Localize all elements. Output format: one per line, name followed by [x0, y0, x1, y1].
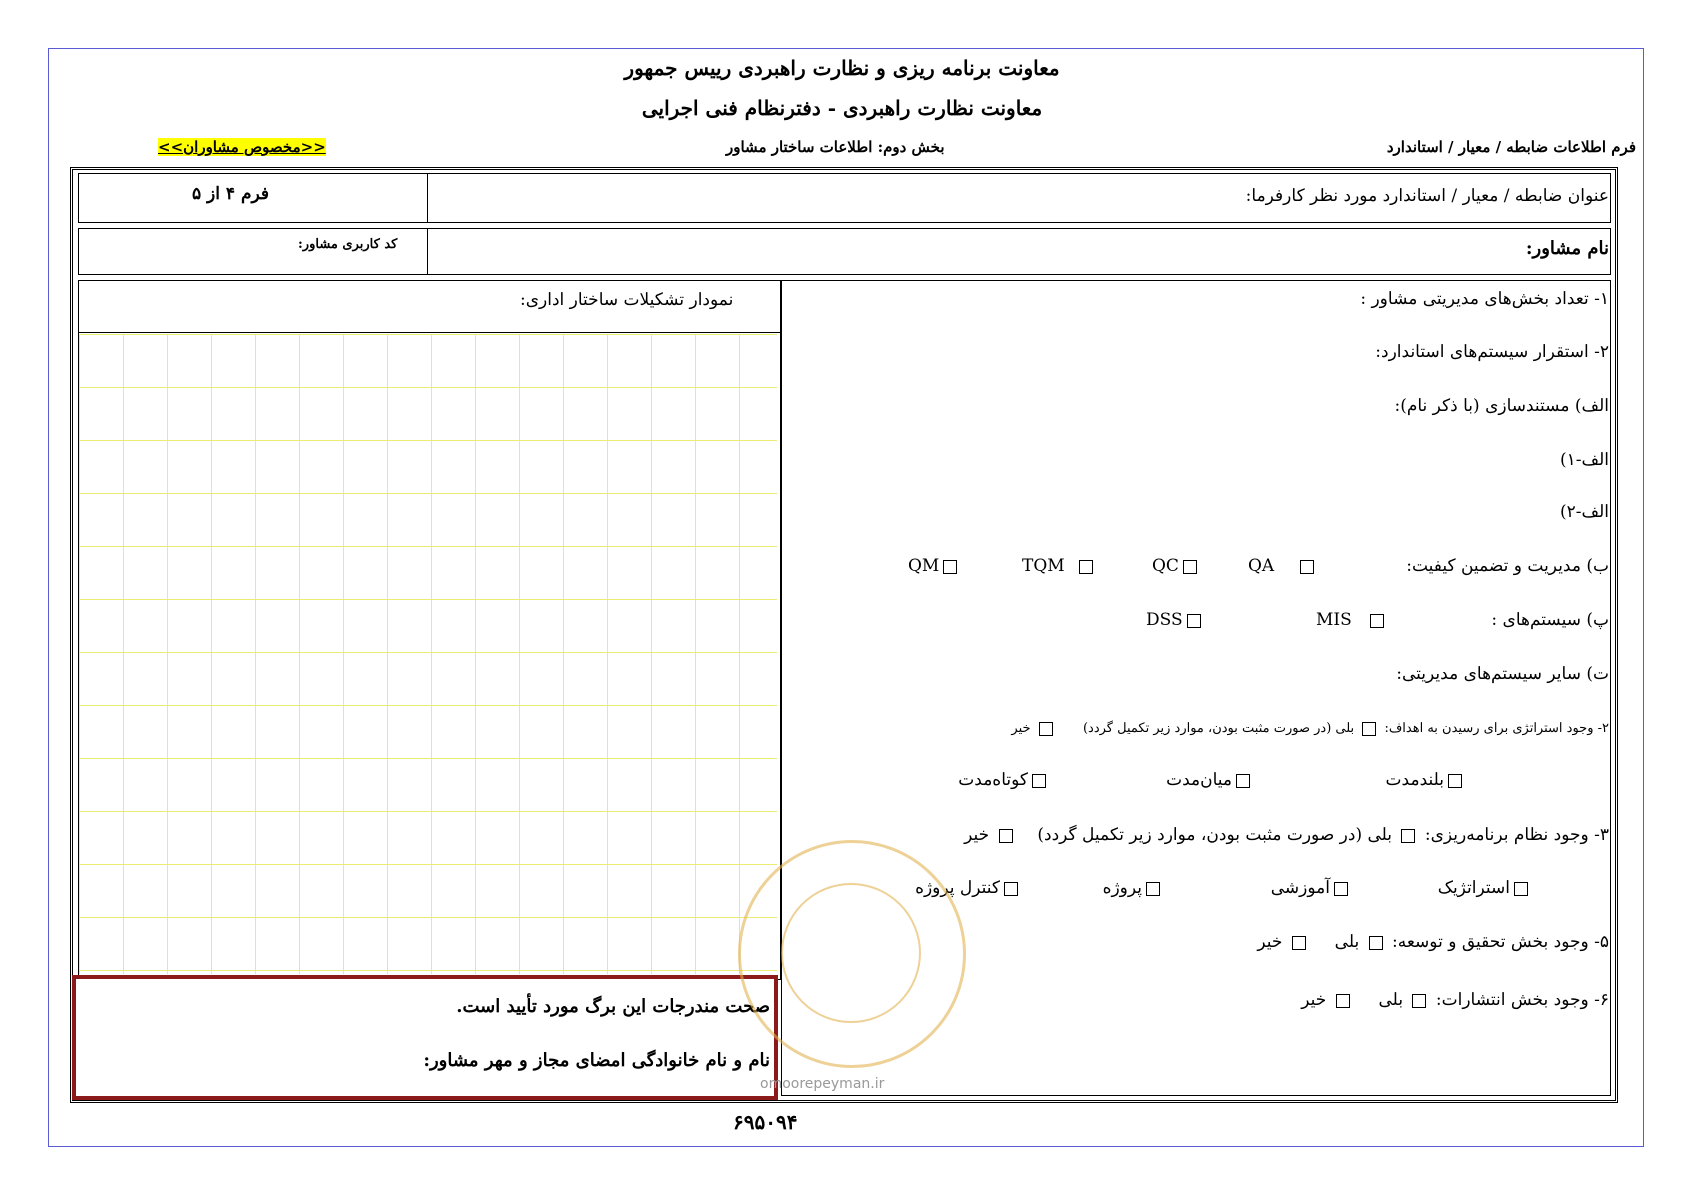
dss-option[interactable]	[1146, 610, 1205, 630]
qa-label: QA	[1248, 556, 1275, 576]
tqm-label: TQM	[1022, 556, 1065, 576]
publishing-yes-checkbox[interactable]	[1412, 994, 1426, 1008]
publishing-yes-label: بلی	[1378, 990, 1404, 1010]
planning-yes-checkbox[interactable]	[1401, 829, 1415, 843]
consultant-name-cell[interactable]	[427, 228, 1611, 275]
plan-training-label: آموزشی	[1270, 878, 1330, 898]
rnd-yes-checkbox[interactable]	[1369, 936, 1383, 950]
dss-label: DSS	[1146, 610, 1183, 630]
publishing-label: ۶- وجود بخش انتشارات:	[1435, 990, 1609, 1010]
other-systems-label: ت) سایر سیستم‌های مدیریتی:	[1396, 664, 1609, 684]
strategy-question	[1011, 721, 1609, 736]
term-short-checkbox[interactable]	[1032, 774, 1046, 788]
alef-label: الف) مستندسازی (با ذکر نام):	[1394, 396, 1609, 416]
planning-no-label: خیر	[964, 825, 990, 845]
rnd-question	[1257, 932, 1609, 952]
header-line1: معاونت برنامه ریزی و نظارت راهبردی رییس جمهور	[624, 56, 1060, 80]
planning-label: ۳- وجود نظام برنامه‌ریزی:	[1424, 825, 1609, 845]
mis-option[interactable]	[1316, 610, 1388, 630]
form-type-label: فرم اطلاعات ضابطه / معیار / استاندارد	[1386, 138, 1636, 156]
quality-label: ب) مدیریت و تضمین کیفیت:	[1406, 556, 1609, 576]
plan-control-label: کنترل پروژه	[915, 878, 1000, 898]
term-long-label: بلندمدت	[1385, 770, 1444, 790]
rnd-no-checkbox[interactable]	[1292, 936, 1306, 950]
qa-option[interactable]	[1248, 556, 1318, 576]
qa-checkbox[interactable]	[1300, 560, 1314, 574]
approval-box	[72, 975, 778, 1100]
title-label: عنوان ضابطه / معیار / استاندارد مورد نظر کارفرما:	[1245, 186, 1609, 206]
rnd-yes-label: بلی	[1334, 932, 1360, 952]
plan-project-label: پروژه	[1102, 878, 1142, 898]
qm-checkbox[interactable]	[943, 560, 957, 574]
plan-training-option[interactable]	[1271, 878, 1352, 898]
planning-no-checkbox[interactable]	[999, 829, 1013, 843]
publishing-question	[1301, 990, 1609, 1010]
plan-strategic-label: استراتژیک	[1437, 878, 1510, 898]
tqm-checkbox[interactable]	[1079, 560, 1093, 574]
term-mid-checkbox[interactable]	[1236, 774, 1250, 788]
term-short-option[interactable]	[958, 770, 1050, 790]
term-long-checkbox[interactable]	[1448, 774, 1462, 788]
strategy-no-label: خیر	[1011, 721, 1031, 736]
alef1-label: الف-۱)	[1559, 450, 1609, 470]
qm-label: QM	[908, 556, 940, 576]
user-code-label: کد کاربری مشاور:	[298, 237, 398, 252]
qc-label: QC	[1152, 556, 1179, 576]
plan-strategic-checkbox[interactable]	[1514, 882, 1528, 896]
watermark-text: omoorepeyman.ir	[760, 1076, 885, 1092]
mis-checkbox[interactable]	[1370, 614, 1384, 628]
page-info: فرم ۴ از ۵	[192, 184, 270, 204]
dss-checkbox[interactable]	[1187, 614, 1201, 628]
alef2-label: الف-۲)	[1559, 502, 1609, 522]
qm-option[interactable]	[908, 556, 961, 576]
plan-strategic-option[interactable]	[1438, 878, 1532, 898]
planning-question	[964, 825, 1609, 845]
approval-signature-label: نام و نام خانوادگی امضای مجاز و مهر مشاور:	[423, 1050, 770, 1071]
plan-control-checkbox[interactable]	[1004, 882, 1018, 896]
term-short-label: کوتاه‌مدت	[958, 770, 1028, 790]
consultant-name-label: نام مشاور:	[1525, 238, 1609, 259]
q1-label: ۱- تعداد بخش‌های مدیریتی مشاور :	[1360, 289, 1609, 309]
strategy-no-checkbox[interactable]	[1039, 722, 1053, 736]
qc-option[interactable]	[1152, 556, 1201, 576]
plan-project-option[interactable]	[1103, 878, 1164, 898]
q2-label: ۲- استقرار سیستم‌های استاندارد:	[1375, 342, 1609, 362]
strategy-label: ۲- وجود استراتژی برای رسیدن به اهداف:	[1384, 721, 1609, 736]
mis-label: MIS	[1316, 610, 1352, 630]
org-chart-grid[interactable]	[79, 334, 777, 974]
header-line2: معاونت نظارت راهبردی - دفترنظام فنی اجرایی	[641, 96, 1043, 120]
section-title: بخش دوم: اطلاعات ساختار مشاور	[726, 138, 945, 156]
systems-label: پ) سیستم‌های :	[1491, 610, 1609, 630]
strategy-yes-checkbox[interactable]	[1362, 722, 1376, 736]
publishing-no-checkbox[interactable]	[1336, 994, 1350, 1008]
plan-project-checkbox[interactable]	[1146, 882, 1160, 896]
rnd-label: ۵- وجود بخش تحقیق و توسعه:	[1392, 932, 1609, 952]
term-mid-option[interactable]	[1166, 770, 1254, 790]
approval-statement: صحت مندرجات این برگ مورد تأیید است.	[456, 996, 770, 1017]
consultants-only-badge: <<مخصوص مشاوران>>	[158, 138, 326, 156]
tqm-option[interactable]	[1022, 556, 1097, 576]
plan-training-checkbox[interactable]	[1334, 882, 1348, 896]
term-mid-label: میان‌مدت	[1166, 770, 1232, 790]
planning-yes-label: بلی (در صورت مثبت بودن، موارد زیر تکمیل گردد)	[1037, 825, 1393, 845]
strategy-yes-label: بلی (در صورت مثبت بودن، موارد زیر تکمیل گردد)	[1082, 721, 1355, 736]
qc-checkbox[interactable]	[1183, 560, 1197, 574]
watermark-seal	[738, 840, 966, 1068]
publishing-no-label: خیر	[1301, 990, 1327, 1010]
footer-number: ۶۹۵۰۹۴	[733, 1110, 798, 1134]
org-chart-label: نمودار تشکیلات ساختار اداری:	[520, 290, 734, 310]
rnd-no-label: خیر	[1257, 932, 1283, 952]
term-long-option[interactable]	[1386, 770, 1466, 790]
